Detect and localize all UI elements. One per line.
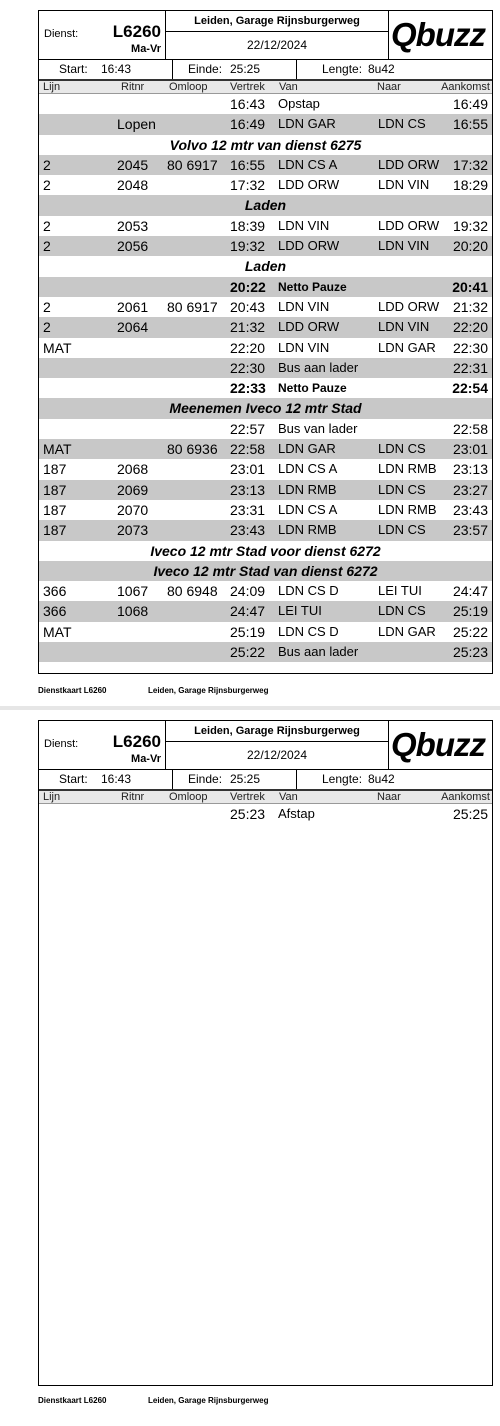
cell-lijn: MAT [43, 339, 72, 356]
trip-row [39, 622, 492, 642]
col-naar: Naar [377, 81, 401, 93]
section-row [39, 541, 492, 561]
trip-row [39, 297, 492, 317]
lengte-value: 8u42 [368, 772, 395, 786]
duty-date: 22/12/2024 [246, 748, 308, 762]
einde-label: Einde: [188, 62, 223, 76]
trip-row [39, 216, 492, 236]
einde-cell [173, 60, 297, 79]
cell-aankomst: 25:25 [452, 806, 488, 822]
col-lijn: Lijn [43, 791, 61, 803]
duty-code: L6260 [112, 732, 161, 751]
cell-aankomst: 25:22 [452, 623, 488, 640]
cell-ritnr: Lopen [117, 116, 156, 133]
col-aankomst: Aankomst [441, 81, 490, 93]
cell-naar: LDN RMB [378, 461, 437, 477]
cell-vertrek: 16:49 [230, 116, 266, 133]
cell-vertrek: 17:32 [230, 177, 266, 194]
cell-lijn: 187 [43, 522, 67, 539]
lengte-label: Lengte: [322, 772, 363, 786]
trip-row [39, 338, 492, 358]
footer-location: Leiden, Garage Rijnsburgerweg [148, 1396, 269, 1405]
location-cell [166, 11, 389, 59]
cell-aankomst: 19:32 [452, 217, 488, 234]
start-label: Start: [59, 772, 88, 786]
cell-ritnr: 2073 [117, 522, 149, 539]
page-1 [0, 0, 500, 706]
trip-row [39, 601, 492, 621]
cell-vertrek: 22:57 [230, 420, 266, 437]
cell-ritnr: 1067 [117, 583, 149, 600]
cell-van: LDN CS D [278, 583, 339, 599]
cell-aankomst: 24:47 [452, 583, 488, 600]
duty-days: Ma-Vr [131, 753, 161, 765]
cell-naar: LDD ORW [378, 298, 440, 314]
start-cell [39, 770, 173, 789]
footer-location: Leiden, Garage Rijnsburgerweg [148, 686, 269, 695]
section-row [39, 195, 492, 215]
cell-lijn: 2 [43, 177, 51, 194]
cell-vertrek: 22:30 [230, 359, 266, 376]
start-label: Start: [59, 62, 88, 76]
einde-label: Einde: [188, 772, 223, 786]
cell-vertrek: 20:22 [230, 278, 266, 295]
location-name: Leiden, Garage Rijnsburgerweg [166, 721, 388, 742]
trip-row [39, 581, 492, 601]
cell-van: LDN CS A [278, 501, 338, 517]
lengte-cell [297, 770, 493, 789]
pause-row [39, 378, 492, 398]
col-omloop: Omloop [169, 791, 208, 803]
cell-van: LDD ORW [278, 177, 340, 193]
section-title: Laden [244, 197, 287, 214]
lengte-value: 8u42 [368, 62, 395, 76]
cell-aankomst: 18:29 [452, 177, 488, 194]
col-naar: Naar [377, 791, 401, 803]
cell-aankomst: 22:30 [452, 339, 488, 356]
dienst-cell [39, 11, 166, 59]
dienst-label: Dienst: [44, 28, 79, 40]
cell-vertrek: 23:43 [230, 522, 266, 539]
cell-van: LDN RMB [278, 522, 337, 538]
col-lijn: Lijn [43, 81, 61, 93]
cell-naar: LDN CS [378, 522, 426, 538]
trip-row [39, 114, 492, 134]
cell-vertrek: 23:13 [230, 481, 266, 498]
einde-time: 25:25 [230, 62, 261, 76]
dienst-cell [39, 721, 166, 769]
lengte-cell [297, 60, 493, 79]
cell-naar: LDN GAR [378, 623, 436, 639]
cell-aankomst: 23:01 [452, 441, 488, 458]
cell-naar: LDN GAR [378, 339, 436, 355]
duty-code: L6260 [112, 22, 161, 41]
col-ritnr: Ritnr [121, 81, 145, 93]
cell-naar: LDN CS [378, 603, 426, 619]
footer-duty: Dienstkaart L6260 [38, 686, 107, 695]
cell-naar: LDD ORW [378, 156, 440, 172]
cell-ritnr: 2064 [117, 319, 149, 336]
section-row [39, 135, 492, 155]
cell-vertrek: 22:33 [230, 380, 266, 397]
cell-van: LDD ORW [278, 238, 340, 254]
cell-ritnr: 2061 [117, 298, 149, 315]
col-van: Van [279, 791, 298, 803]
cell-lijn: 366 [43, 583, 67, 600]
cell-lijn: MAT [43, 623, 72, 640]
cell-ritnr: 2069 [117, 481, 149, 498]
cell-aankomst: 25:19 [452, 603, 488, 620]
cell-van: LDD ORW [278, 319, 340, 335]
cell-naar: LDD ORW [378, 217, 440, 233]
cell-ritnr: 2048 [117, 177, 149, 194]
cell-vertrek: 23:01 [230, 461, 266, 478]
cell-vertrek: 25:19 [230, 623, 266, 640]
lengte-label: Lengte: [322, 62, 363, 76]
trip-row [39, 155, 492, 175]
cell-van: LDN RMB [278, 481, 337, 497]
cell-vertrek: 21:32 [230, 319, 266, 336]
cell-vertrek: 23:31 [230, 501, 266, 518]
cell-omloop: 80 6936 [167, 441, 218, 458]
cell-ritnr: 1068 [117, 603, 149, 620]
pause-row [39, 277, 492, 297]
cell-lijn: 2 [43, 217, 51, 234]
section-title: Iveco 12 mtr Stad voor dienst 6272 [150, 542, 381, 559]
time-info [39, 770, 492, 791]
col-omloop: Omloop [169, 81, 208, 93]
card-header [39, 721, 492, 770]
cell-lijn: MAT [43, 441, 72, 458]
cell-lijn: 366 [43, 603, 67, 620]
cell-lijn: 2 [43, 238, 51, 255]
column-header [39, 81, 492, 94]
section-row [39, 398, 492, 418]
section-title: Volvo 12 mtr van dienst 6275 [169, 136, 362, 153]
cell-aankomst: 22:54 [452, 380, 488, 397]
cell-van: Afstap [278, 806, 315, 821]
cell-vertrek: 16:55 [230, 156, 266, 173]
section-title: Laden [244, 258, 287, 275]
cell-omloop: 80 6917 [167, 298, 218, 315]
column-header [39, 791, 492, 804]
cell-van: Bus aan lader [278, 359, 359, 375]
cell-omloop: 80 6917 [167, 156, 218, 173]
cell-lijn: 187 [43, 481, 67, 498]
trip-row [39, 642, 492, 662]
section-row [39, 256, 492, 276]
trip-row [39, 480, 492, 500]
cell-naar: LDN RMB [378, 501, 437, 517]
col-aankomst: Aankomst [441, 791, 490, 803]
col-vertrek: Vertrek [230, 791, 265, 803]
cell-aankomst: 22:20 [452, 319, 488, 336]
cell-ritnr: 2068 [117, 461, 149, 478]
cell-naar: LEI TUI [378, 583, 422, 599]
trip-row [39, 94, 492, 114]
section-row [39, 561, 492, 581]
cell-vertrek: 24:47 [230, 603, 266, 620]
start-time: 16:43 [101, 772, 132, 786]
cell-van: LDN GAR [278, 441, 336, 457]
cell-ritnr: 2070 [117, 501, 149, 518]
cell-van: LDN VIN [278, 339, 330, 355]
col-van: Van [279, 81, 298, 93]
card-header [39, 11, 492, 60]
trip-row [39, 439, 492, 459]
start-time: 16:43 [101, 62, 132, 76]
cell-aankomst: 20:20 [452, 238, 488, 255]
duty-date: 22/12/2024 [246, 38, 308, 52]
start-cell [39, 60, 173, 79]
cell-lijn: 2 [43, 319, 51, 336]
duty-card [38, 10, 493, 674]
cell-van: Netto Pauze [278, 279, 347, 294]
cell-ritnr: 2045 [117, 156, 149, 173]
cell-ritnr: 2053 [117, 217, 149, 234]
cell-naar: LDN CS [378, 481, 426, 497]
trip-row [39, 500, 492, 520]
trip-row [39, 520, 492, 540]
cell-van: LDN CS D [278, 623, 339, 639]
cell-vertrek: 20:43 [230, 298, 266, 315]
cell-van: LDN VIN [278, 298, 330, 314]
cell-omloop: 80 6948 [167, 583, 218, 600]
einde-cell [173, 770, 297, 789]
cell-aankomst: 23:13 [452, 461, 488, 478]
cell-vertrek: 22:20 [230, 339, 266, 356]
cell-van: Bus aan lader [278, 644, 359, 660]
cell-vertrek: 18:39 [230, 217, 266, 234]
cell-naar: LDN VIN [378, 319, 430, 335]
duty-card [38, 720, 493, 1386]
schedule-rows [39, 94, 492, 662]
cell-vertrek: 25:22 [230, 644, 266, 661]
cell-vertrek: 16:43 [230, 96, 266, 112]
cell-lijn: 187 [43, 461, 67, 478]
cell-van: LEI TUI [278, 603, 322, 619]
cell-ritnr: 2056 [117, 238, 149, 255]
cell-aankomst: 23:43 [452, 501, 488, 518]
cell-aankomst: 22:58 [452, 420, 488, 437]
cell-lijn: 2 [43, 298, 51, 315]
location-name: Leiden, Garage Rijnsburgerweg [166, 11, 388, 32]
duty-days: Ma-Vr [131, 43, 161, 55]
trip-row [39, 804, 492, 824]
cell-van: LDN GAR [278, 116, 336, 132]
cell-van: LDN VIN [278, 217, 330, 233]
cell-vertrek: 19:32 [230, 238, 266, 255]
cell-van: Netto Pauze [278, 381, 347, 396]
cell-vertrek: 24:09 [230, 583, 266, 600]
trip-row [39, 358, 492, 378]
qbuzz-logo: Qbuzz [391, 726, 485, 763]
cell-lijn: 2 [43, 156, 51, 173]
col-ritnr: Ritnr [121, 791, 145, 803]
section-title: Iveco 12 mtr Stad van dienst 6272 [153, 562, 378, 579]
cell-aankomst: 22:31 [452, 359, 488, 376]
cell-naar: LDN VIN [378, 177, 430, 193]
time-info [39, 60, 492, 81]
logo-cell [389, 721, 493, 769]
footer-duty: Dienstkaart L6260 [38, 1396, 107, 1405]
cell-vertrek: 22:58 [230, 441, 266, 458]
cell-van: LDN CS A [278, 461, 338, 477]
section-title: Meenemen Iveco 12 mtr Stad [169, 400, 362, 417]
cell-aankomst: 17:32 [452, 156, 488, 173]
cell-vertrek: 25:23 [230, 806, 266, 822]
cell-lijn: 187 [43, 501, 67, 518]
cell-van: Bus van lader [278, 420, 358, 436]
trip-row [39, 419, 492, 439]
location-cell [166, 721, 389, 769]
cell-van: Opstap [278, 96, 320, 111]
trip-row [39, 236, 492, 256]
logo-cell [389, 11, 493, 59]
cell-van: LDN CS A [278, 156, 338, 172]
cell-naar: LDN CS [378, 441, 426, 457]
cell-aankomst: 16:49 [452, 96, 488, 112]
col-vertrek: Vertrek [230, 81, 265, 93]
cell-aankomst: 23:27 [452, 481, 488, 498]
cell-naar: LDN CS [378, 116, 426, 132]
cell-aankomst: 23:57 [452, 522, 488, 539]
cell-aankomst: 16:55 [452, 116, 488, 133]
cell-aankomst: 20:41 [452, 278, 488, 295]
schedule-rows [39, 804, 492, 824]
trip-row [39, 317, 492, 337]
trip-row [39, 459, 492, 479]
dienst-label: Dienst: [44, 738, 79, 750]
cell-naar: LDN VIN [378, 238, 430, 254]
trip-row [39, 175, 492, 195]
cell-aankomst: 25:23 [452, 644, 488, 661]
einde-time: 25:25 [230, 772, 261, 786]
page-2 [0, 710, 500, 1416]
cell-aankomst: 21:32 [452, 298, 488, 315]
qbuzz-logo: Qbuzz [391, 16, 485, 53]
